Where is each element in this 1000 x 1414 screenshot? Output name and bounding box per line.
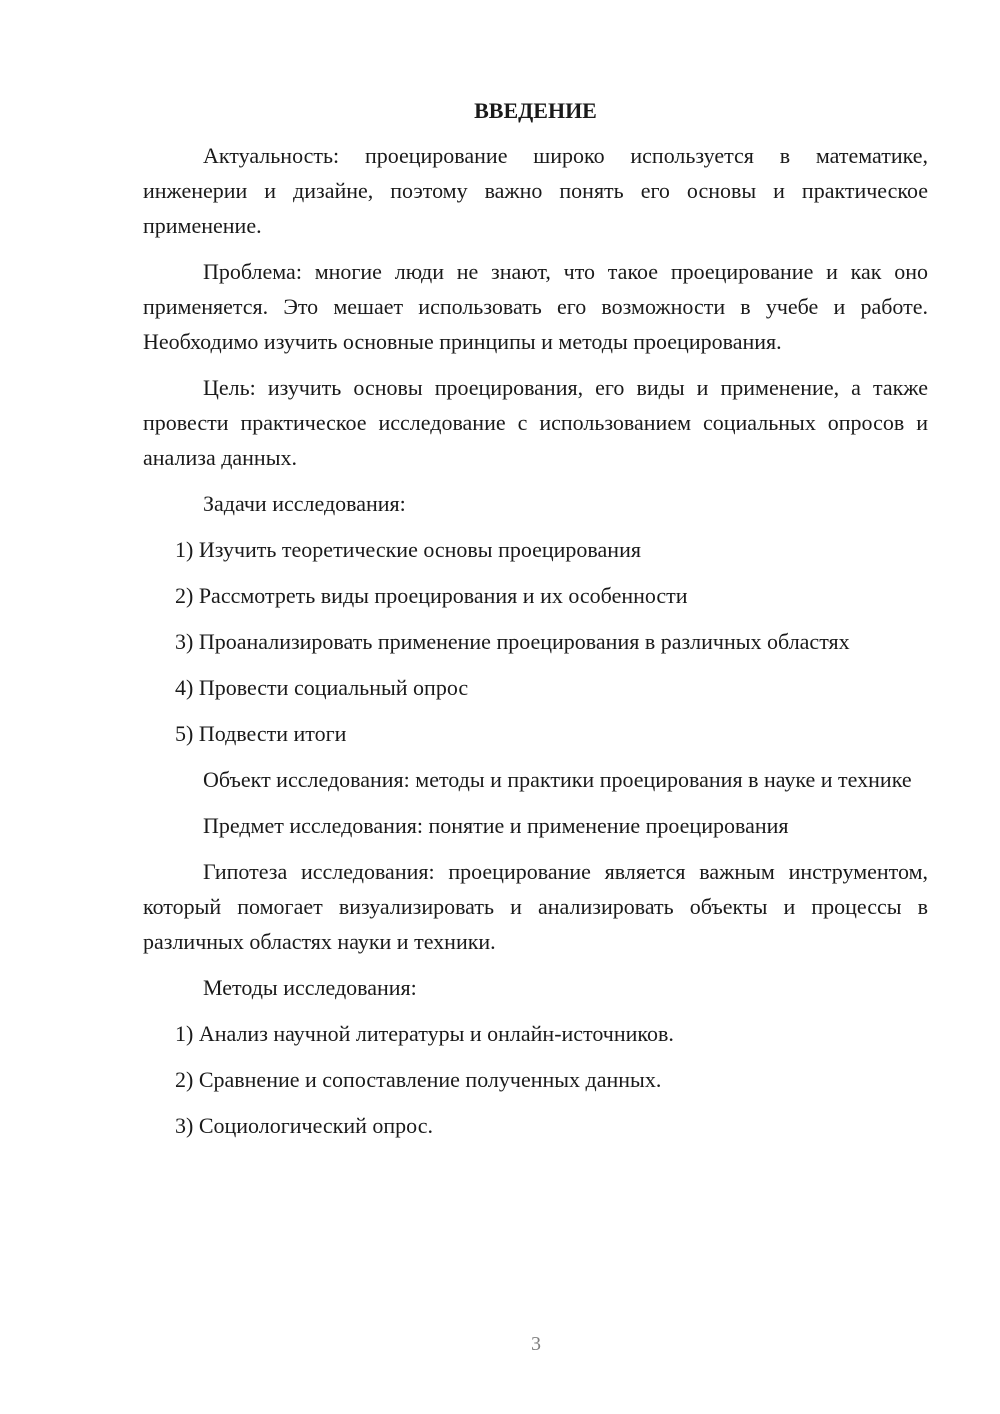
relevance-paragraph: Актуальность: проецирование широко используется в математике, инженерии и дизайне, поэтому важно понять его основы и практическое применение. <box>143 143 928 238</box>
subject-paragraph: Предмет исследования: понятие и применение проецирования <box>203 813 789 838</box>
problem-paragraph: Проблема: многие люди не знают, что такое проецирование и как оно применяется. Это мешает использовать его возможности в учебе и работе. Необходимо изучить основные принципы и методы проецирования. <box>143 259 928 354</box>
hypothesis-paragraph: Гипотеза исследования: проецирование является важным инструментом, который помогает визуализировать и анализировать объекты и процессы в различных областях науки и техники. <box>143 859 928 954</box>
task-item: 4) Провести социальный опрос <box>175 675 469 700</box>
page-number: 3 <box>531 1333 541 1355</box>
tasks-heading: Задачи исследования: <box>203 491 406 516</box>
method-item: 3) Социологический опрос. <box>175 1113 433 1138</box>
section-title: ВВЕДЕНИЕ <box>474 98 597 123</box>
goal-paragraph: Цель: изучить основы проецирования, его виды и применение, а также провести практическое исследование с использованием социальных опросов и анализа данных. <box>143 375 928 470</box>
methods-heading: Методы исследования: <box>203 975 417 1000</box>
task-item: 2) Рассмотреть виды проецирования и их особенности <box>175 583 688 608</box>
page-content <box>143 96 928 1154</box>
task-item: 3) Проанализировать применение проецирования в различных областях <box>175 629 850 654</box>
method-item: 1) Анализ научной литературы и онлайн-источников. <box>175 1021 674 1046</box>
method-item: 2) Сравнение и сопоставление полученных данных. <box>175 1067 662 1092</box>
task-item: 1) Изучить теоретические основы проецирования <box>175 537 641 562</box>
object-paragraph: Объект исследования: методы и практики проецирования в науке и технике <box>203 767 912 792</box>
task-item: 5) Подвести итоги <box>175 721 347 746</box>
